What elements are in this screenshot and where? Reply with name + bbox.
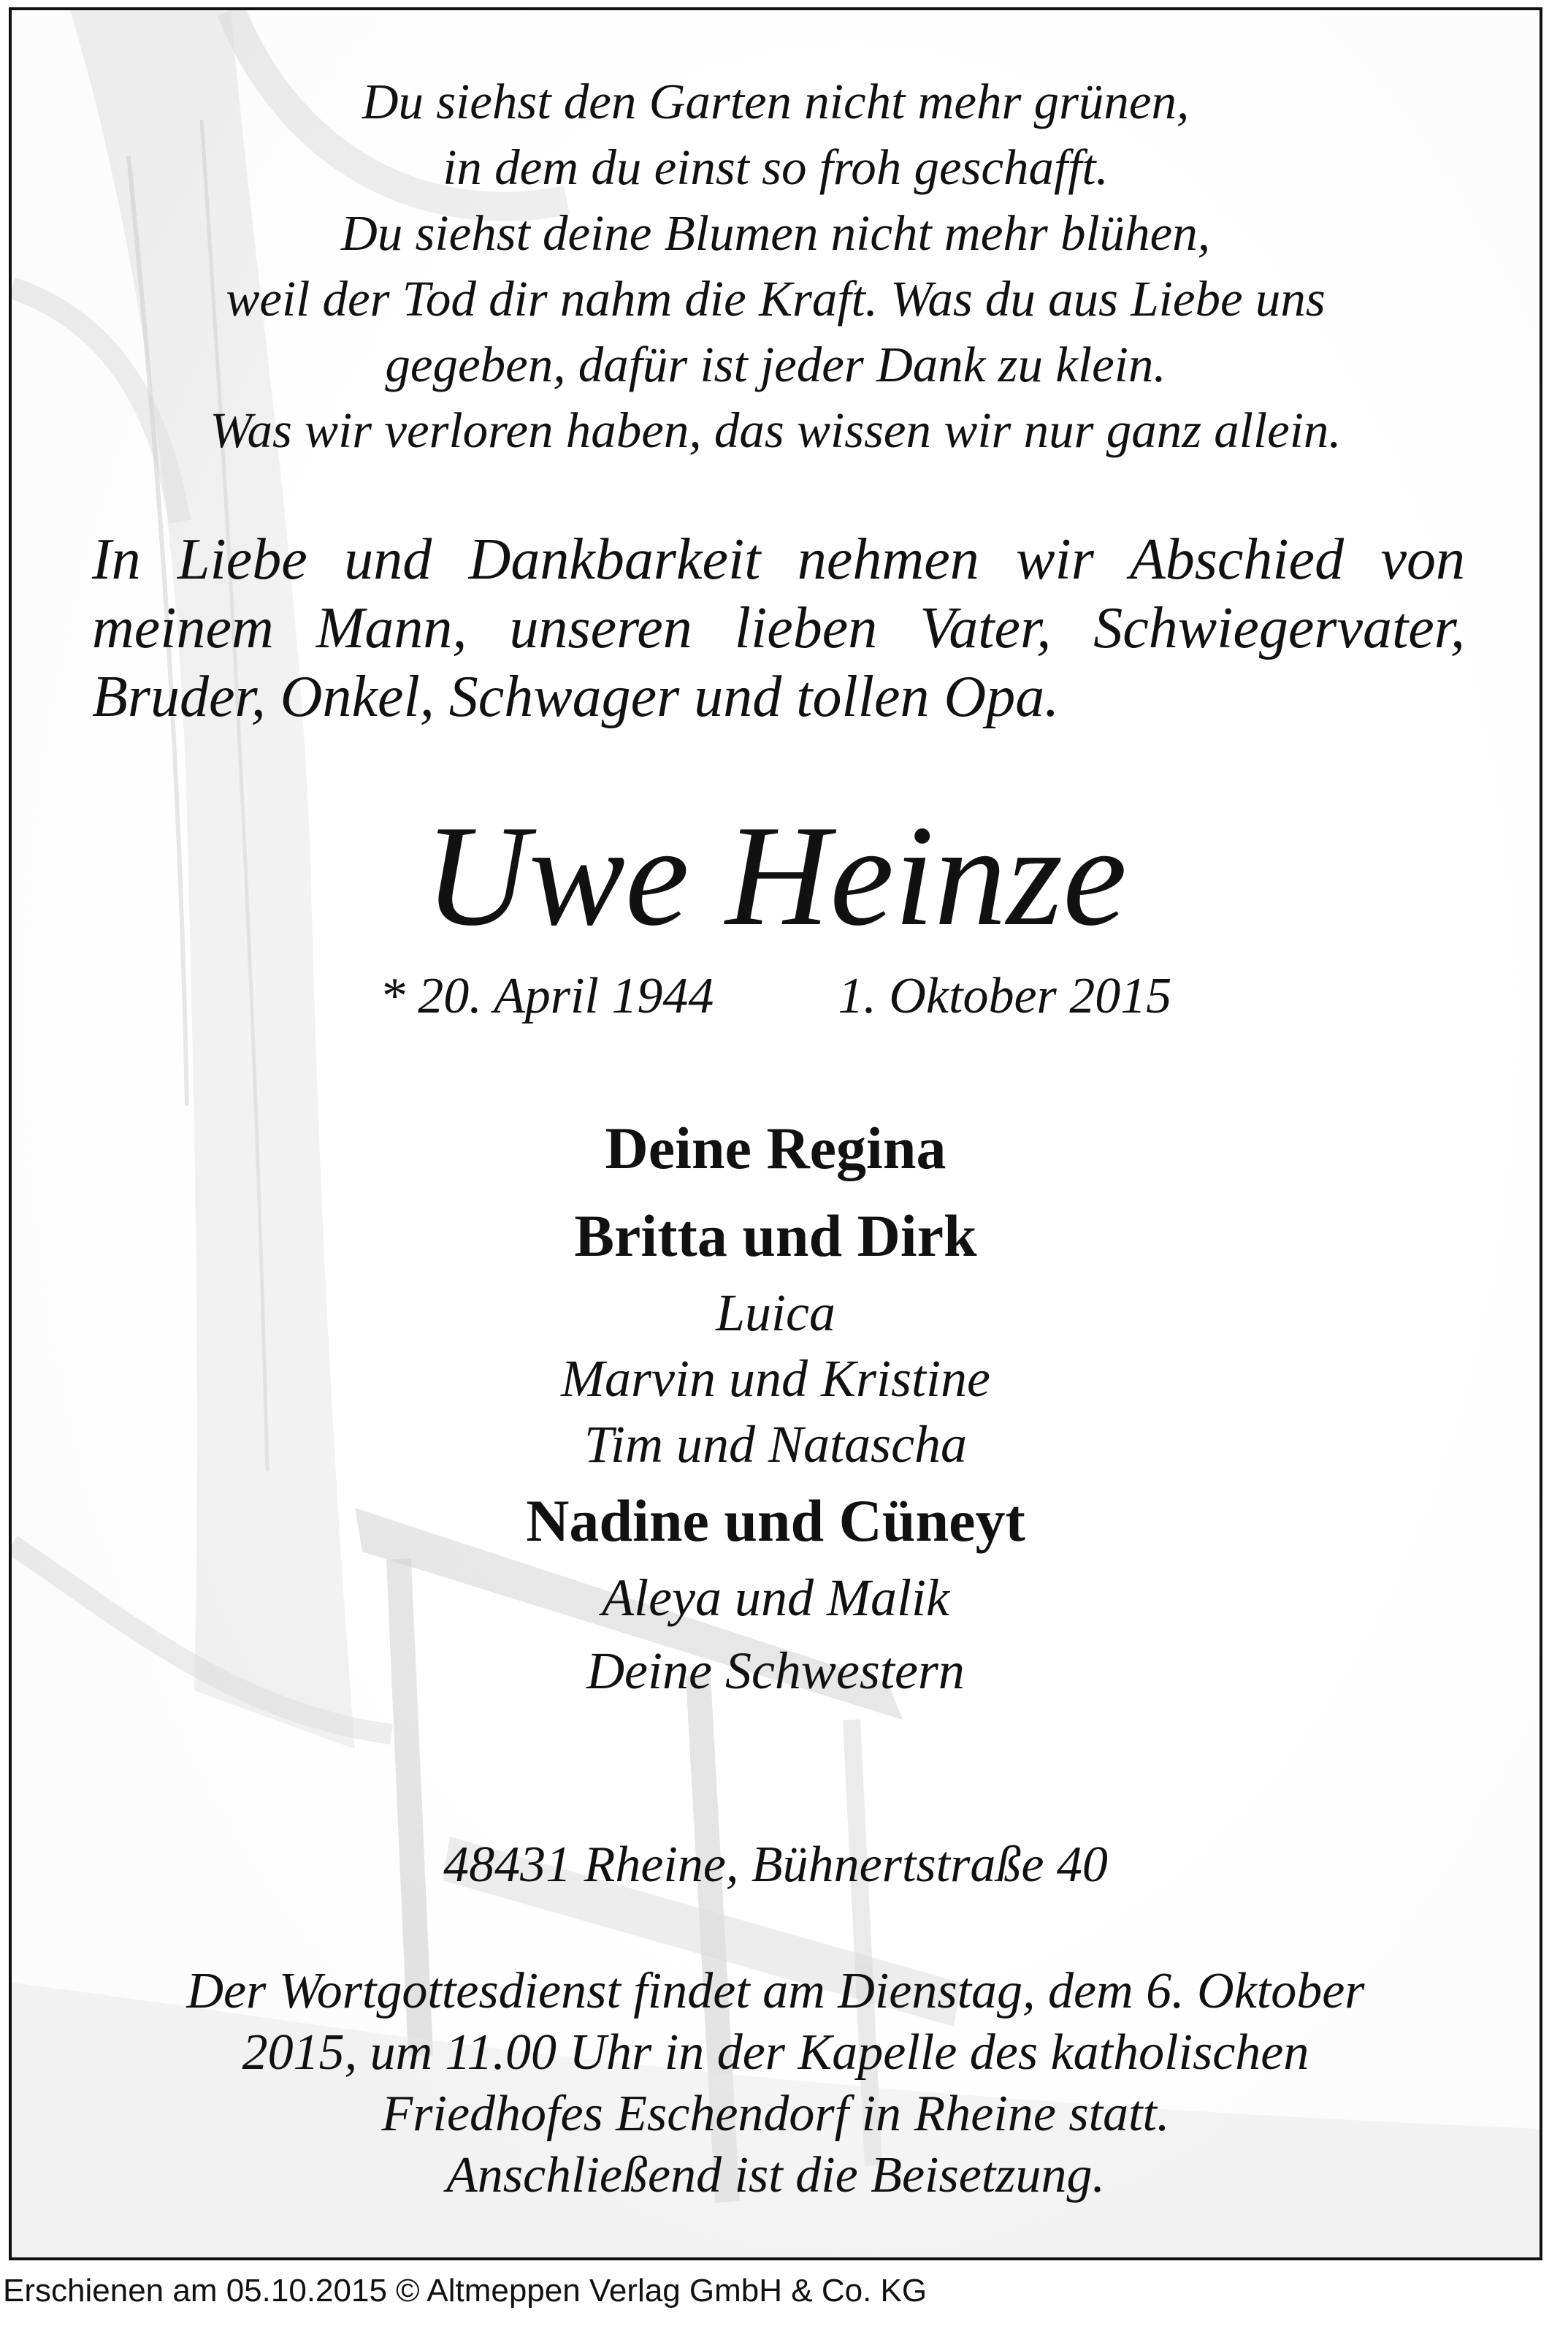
- mourner-name: Deine Regina: [605, 1115, 946, 1181]
- poem-line: in dem du einst so froh geschafft.: [443, 140, 1109, 195]
- farewell-paragraph: In Liebe und Dankbarkeit nehmen wir Abschied von meinem Mann, unseren lieben Vater, Schwiegervater, Bruder, Onkel, Schwager und tollen Opa.: [92, 527, 1465, 729]
- mourner-name: Nadine und Cüneyt: [526, 1487, 1025, 1554]
- service-info: [12, 1961, 1540, 2206]
- service-line: Anschließend ist die Beisetzung.: [445, 2147, 1106, 2203]
- poem-line: Was wir verloren haben, das wissen wir nur ganz allein.: [210, 403, 1342, 458]
- mourner-name: Deine Schwestern: [586, 1642, 965, 1700]
- deceased-name: Uwe Heinze: [424, 796, 1128, 956]
- poem-line: Du siehst den Garten nicht mehr grünen,: [362, 74, 1190, 129]
- death-date: 1. Oktober 2015: [838, 968, 1172, 1024]
- mourners-list: [12, 1105, 1540, 1704]
- service-line: Der Wortgottesdienst findet am Dienstag, dem 6. Oktober: [186, 1963, 1365, 2019]
- poem-line: weil der Tod dir nahm die Kraft. Was du aus Liebe uns: [226, 271, 1326, 327]
- mourner-name: Luica: [715, 1284, 835, 1342]
- address-line: 48431 Rheine, Bühnertstraße 40: [443, 1837, 1108, 1893]
- mourner-name: Aleya und Malik: [602, 1568, 949, 1627]
- life-dates: [12, 964, 1540, 1029]
- mourner-name: Tim und Natascha: [584, 1415, 968, 1474]
- birth-date: * 20. April 1944: [379, 968, 714, 1024]
- service-line: Friedhofes Eschendorf in Rheine statt.: [381, 2086, 1170, 2142]
- obituary-frame: [9, 7, 1542, 2260]
- poem-block: [12, 69, 1540, 463]
- mourner-name: Britta und Dirk: [574, 1202, 977, 1269]
- service-line: 2015, um 11.00 Uhr in der Kapelle des katholischen: [242, 2024, 1309, 2081]
- poem-line: Du siehst deine Blumen nicht mehr blühen,: [340, 205, 1210, 261]
- poem-line: gegeben, dafür ist jeder Dank zu klein.: [385, 337, 1166, 392]
- mourner-name: Marvin und Kristine: [561, 1349, 990, 1408]
- publication-footer: Erschienen am 05.10.2015 © Altmeppen Verlag GmbH & Co. KG: [3, 2273, 928, 2309]
